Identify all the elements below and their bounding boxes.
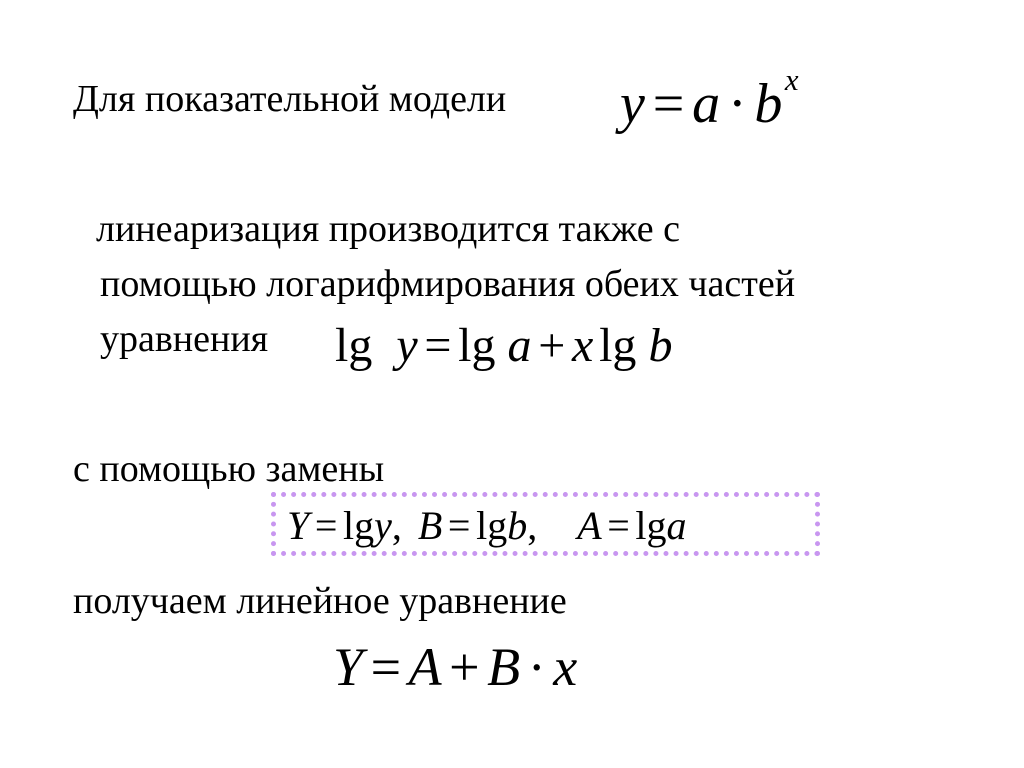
var-y: y bbox=[620, 73, 645, 135]
var-A: A bbox=[408, 637, 442, 697]
var-x: x bbox=[572, 319, 594, 372]
lg-1: lg bbox=[343, 503, 375, 548]
lg-3: lg bbox=[635, 503, 667, 548]
var-a: a bbox=[666, 503, 687, 548]
lg-1: lg bbox=[335, 319, 373, 372]
var-x: x bbox=[553, 637, 578, 697]
result-text: получаем линейное уравнение bbox=[73, 580, 567, 622]
para-line-1: линеаризация производится также с bbox=[96, 208, 680, 250]
var-b: b bbox=[507, 503, 528, 548]
lg-3: lg bbox=[599, 319, 637, 372]
var-y: y bbox=[374, 503, 392, 548]
formula-substitution bbox=[287, 503, 687, 548]
comma-1: , bbox=[391, 503, 402, 548]
var-a: a bbox=[692, 73, 721, 135]
plus-sign: + bbox=[538, 319, 566, 372]
dot-operator: · bbox=[727, 73, 747, 135]
equals-sign: = bbox=[370, 637, 402, 697]
formula-linear bbox=[333, 637, 578, 697]
var-Y: Y bbox=[333, 637, 364, 697]
var-A: A bbox=[577, 503, 602, 548]
var-y: y bbox=[396, 319, 418, 372]
formula-exponential-model bbox=[620, 62, 799, 135]
var-b: b bbox=[754, 73, 783, 135]
var-B: B bbox=[417, 503, 443, 548]
var-a: a bbox=[507, 319, 532, 372]
equals-sign: = bbox=[424, 319, 452, 372]
substitution-text: с помощью замены bbox=[73, 448, 385, 490]
para-line-2: помощью логарифмирования обеих частей bbox=[100, 263, 796, 305]
lg-2: lg bbox=[458, 319, 496, 372]
var-Y: Y bbox=[287, 503, 310, 548]
formula-logarithm bbox=[335, 319, 673, 372]
equals-sign: = bbox=[607, 503, 630, 548]
para-line-3: уравнения bbox=[100, 318, 269, 360]
var-b: b bbox=[648, 319, 673, 372]
plus-sign: + bbox=[449, 637, 480, 697]
exponent-x: x bbox=[784, 62, 799, 97]
equals-sign: = bbox=[447, 503, 471, 548]
equals-sign: = bbox=[314, 503, 338, 548]
lg-2: lg bbox=[476, 503, 508, 548]
var-B: B bbox=[487, 637, 521, 697]
equals-sign: = bbox=[652, 73, 685, 135]
dot-operator: · bbox=[527, 637, 546, 697]
comma-2: , bbox=[527, 503, 538, 548]
intro-text: Для показательной модели bbox=[73, 78, 507, 120]
